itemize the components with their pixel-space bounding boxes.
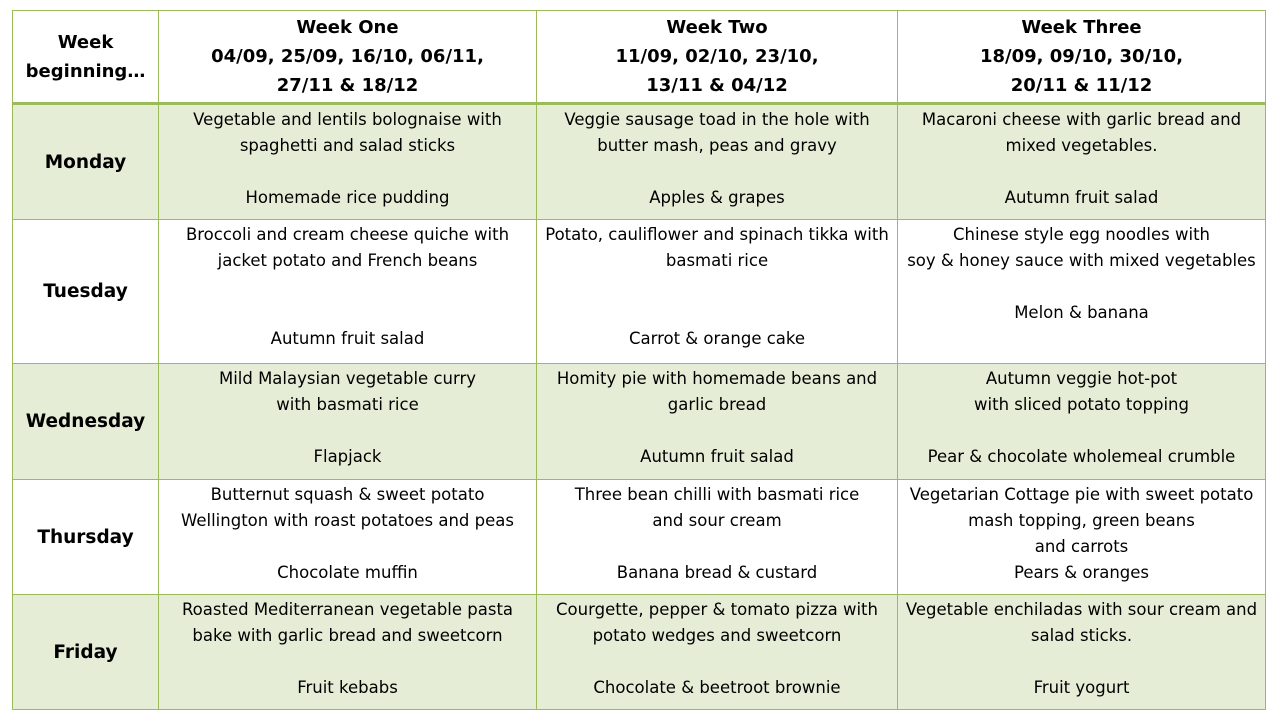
meal-cell-week-three <box>898 220 1266 364</box>
menu-table <box>12 10 1266 710</box>
header-dates: 27/11 & 18/12 <box>276 75 419 96</box>
main-course: basmati rice <box>665 251 769 270</box>
main-course: salad sticks. <box>1030 626 1133 645</box>
dessert: Homemade rice pudding <box>245 188 450 207</box>
main-course: Homity pie with homemade beans and <box>556 369 878 388</box>
row-monday <box>13 104 1266 220</box>
main-course: spaghetti and salad sticks <box>239 136 456 155</box>
main-course: Roasted Mediterranean vegetable pasta <box>181 600 514 619</box>
header-dates: 18/09, 09/10, 30/10, <box>979 46 1184 67</box>
main-course: Vegetable and lentils bolognaise with <box>193 110 502 129</box>
header-dates: 20/11 & 11/12 <box>1010 75 1153 96</box>
day-label: Wednesday <box>13 364 159 480</box>
header-week-beginning <box>13 11 159 104</box>
main-course: and carrots <box>1034 537 1129 556</box>
meal-cell-week-three <box>898 595 1266 710</box>
header-week-two <box>537 11 898 104</box>
main-course: Courgette, pepper & tomato pizza with <box>556 600 878 619</box>
meal-cell-week-three <box>898 104 1266 220</box>
header-dates: 04/09, 25/09, 16/10, 06/11, <box>211 46 484 67</box>
dessert: Fruit kebabs <box>297 678 398 697</box>
main-course: soy & honey sauce with mixed vegetables <box>907 251 1256 270</box>
meal-cell-week-one <box>159 595 537 710</box>
meal-cell-week-three <box>898 480 1266 595</box>
meal-cell-week-two <box>537 480 898 595</box>
meal-cell-week-two <box>537 595 898 710</box>
main-course: Potato, cauliflower and spinach tikka with <box>545 225 889 244</box>
meal-cell-week-two <box>537 364 898 480</box>
main-course: with sliced potato topping <box>974 395 1189 414</box>
main-course: Mild Malaysian vegetable curry <box>218 369 477 388</box>
meal-cell-week-two <box>537 220 898 364</box>
main-course: potato wedges and sweetcorn <box>592 626 842 645</box>
header-dates: 11/09, 02/10, 23/10, <box>615 46 819 67</box>
dessert: Chocolate & beetroot brownie <box>593 678 841 697</box>
dessert: Chocolate muffin <box>277 563 418 582</box>
main-course: Chinese style egg noodles with <box>952 225 1211 244</box>
header-row <box>13 11 1266 104</box>
header-title: Week Two <box>666 17 768 38</box>
main-course: Autumn veggie hot-pot <box>985 369 1178 388</box>
main-course: Three bean chilli with basmati rice <box>574 485 860 504</box>
main-course: mixed vegetables. <box>1005 136 1158 155</box>
main-course: Broccoli and cream cheese quiche with <box>185 225 510 244</box>
main-course: Vegetable enchiladas with sour cream and <box>905 600 1258 619</box>
row-thursday <box>13 480 1266 595</box>
row-wednesday <box>13 364 1266 480</box>
row-friday <box>13 595 1266 710</box>
header-week-three <box>898 11 1266 104</box>
dessert: Flapjack <box>313 447 382 466</box>
dessert: Carrot & orange cake <box>628 329 806 348</box>
main-course: and sour cream <box>652 511 782 530</box>
header-title: Week Three <box>1021 17 1142 38</box>
header-dates: 13/11 & 04/12 <box>646 75 788 96</box>
main-course: garlic bread <box>667 395 767 414</box>
row-tuesday <box>13 220 1266 364</box>
meal-cell-week-one <box>159 104 537 220</box>
dessert: Autumn fruit salad <box>640 447 794 466</box>
dessert: Banana bread & custard <box>616 563 818 582</box>
dessert: Pears & oranges <box>1013 563 1150 582</box>
main-course: Macaroni cheese with garlic bread and <box>921 110 1242 129</box>
meal-cell-week-two <box>537 104 898 220</box>
dessert: Fruit yogurt <box>1033 678 1130 697</box>
meal-cell-week-three <box>898 364 1266 480</box>
main-course: Veggie sausage toad in the hole with <box>564 110 870 129</box>
main-course: mash topping, green beans <box>968 511 1195 530</box>
header-title: Week One <box>296 17 399 38</box>
header-text: Week <box>57 31 114 53</box>
dessert: Melon & banana <box>1014 303 1149 322</box>
main-course: butter mash, peas and gravy <box>597 136 837 155</box>
day-label: Thursday <box>13 480 159 595</box>
main-course: Butternut squash & sweet potato <box>210 485 485 504</box>
day-label: Monday <box>13 104 159 220</box>
dessert: Pear & chocolate wholemeal crumble <box>927 447 1236 466</box>
header-week-one <box>159 11 537 104</box>
dessert: Apples & grapes <box>649 188 785 207</box>
meal-cell-week-one <box>159 480 537 595</box>
meal-cell-week-one <box>159 364 537 480</box>
header-text: beginning… <box>25 60 146 82</box>
day-label: Tuesday <box>13 220 159 364</box>
dessert: Autumn fruit salad <box>1004 188 1159 207</box>
main-course: Vegetarian Cottage pie with sweet potato <box>909 485 1254 504</box>
day-label: Friday <box>13 595 159 710</box>
main-course: Wellington with roast potatoes and peas <box>181 511 514 530</box>
main-course: jacket potato and French beans <box>217 251 478 270</box>
main-course: with basmati rice <box>276 395 419 414</box>
dessert: Autumn fruit salad <box>270 329 425 348</box>
meal-cell-week-one <box>159 220 537 364</box>
main-course: bake with garlic bread and sweetcorn <box>192 626 503 645</box>
